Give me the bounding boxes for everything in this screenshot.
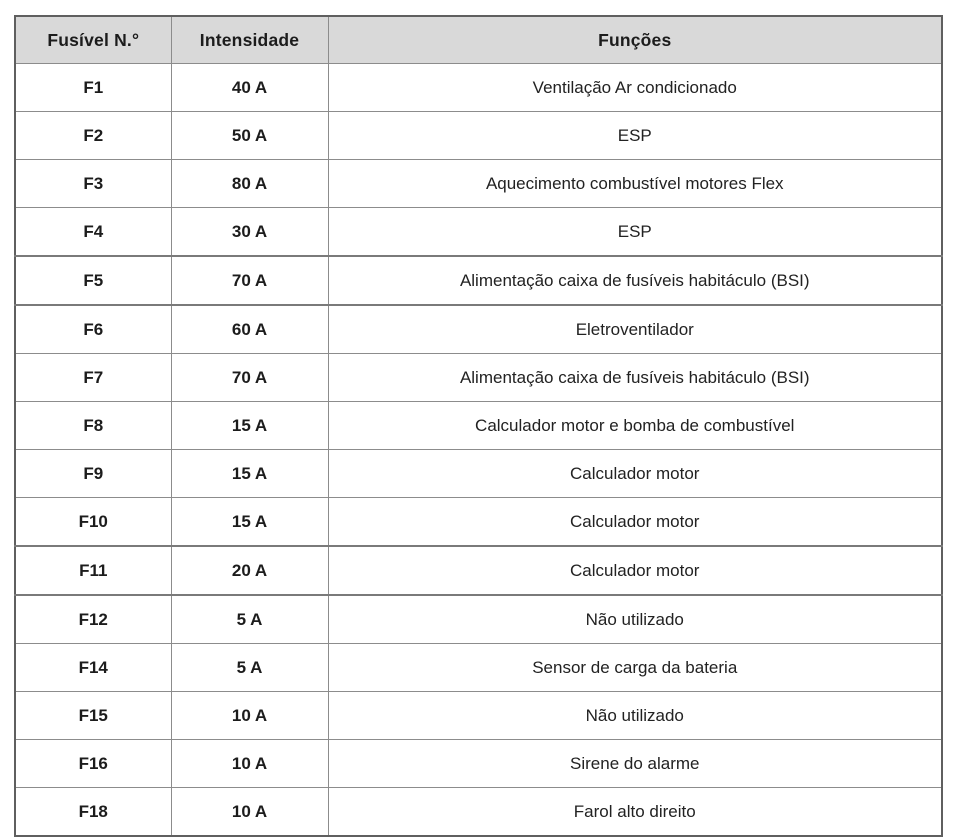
function-cell: ESP bbox=[328, 208, 942, 257]
amperage-cell: 80 A bbox=[171, 160, 328, 208]
table-row bbox=[15, 644, 942, 692]
function-cell: Calculador motor bbox=[328, 450, 942, 498]
amperage-cell: 5 A bbox=[171, 595, 328, 644]
fuse-id-cell: F7 bbox=[15, 354, 171, 402]
fuse-id-cell: F12 bbox=[15, 595, 171, 644]
table-row bbox=[15, 546, 942, 595]
amperage-cell: 10 A bbox=[171, 788, 328, 837]
function-cell: ESP bbox=[328, 112, 942, 160]
table-row bbox=[15, 305, 942, 354]
table-row bbox=[15, 64, 942, 112]
fuse-id-cell: F9 bbox=[15, 450, 171, 498]
amperage-cell: 40 A bbox=[171, 64, 328, 112]
table-row bbox=[15, 160, 942, 208]
amperage-cell: 70 A bbox=[171, 256, 328, 305]
fuse-id-cell: F6 bbox=[15, 305, 171, 354]
function-cell: Não utilizado bbox=[328, 692, 942, 740]
table-row bbox=[15, 256, 942, 305]
fuse-id-cell: F8 bbox=[15, 402, 171, 450]
function-cell: Aquecimento combustível motores Flex bbox=[328, 160, 942, 208]
fuse-id-cell: F11 bbox=[15, 546, 171, 595]
header-row bbox=[15, 16, 942, 64]
fuse-id-cell: F4 bbox=[15, 208, 171, 257]
function-cell: Farol alto direito bbox=[328, 788, 942, 837]
amperage-cell: 15 A bbox=[171, 450, 328, 498]
amperage-cell: 10 A bbox=[171, 740, 328, 788]
table-row bbox=[15, 450, 942, 498]
table-row bbox=[15, 498, 942, 547]
amperage-cell: 50 A bbox=[171, 112, 328, 160]
fuse-table-body bbox=[15, 64, 942, 837]
table-row bbox=[15, 112, 942, 160]
fuse-id-cell: F10 bbox=[15, 498, 171, 547]
amperage-cell: 60 A bbox=[171, 305, 328, 354]
fuse-id-cell: F3 bbox=[15, 160, 171, 208]
fuse-id-cell: F5 bbox=[15, 256, 171, 305]
amperage-cell: 20 A bbox=[171, 546, 328, 595]
fuse-table-header bbox=[15, 16, 942, 64]
table-row bbox=[15, 692, 942, 740]
column-header-amperage: Intensidade bbox=[171, 16, 328, 64]
function-cell: Sirene do alarme bbox=[328, 740, 942, 788]
table-row bbox=[15, 208, 942, 257]
fuse-id-cell: F16 bbox=[15, 740, 171, 788]
amperage-cell: 30 A bbox=[171, 208, 328, 257]
table-row bbox=[15, 354, 942, 402]
fuse-id-cell: F18 bbox=[15, 788, 171, 837]
table-row bbox=[15, 740, 942, 788]
amperage-cell: 70 A bbox=[171, 354, 328, 402]
amperage-cell: 15 A bbox=[171, 498, 328, 547]
function-cell: Eletroventilador bbox=[328, 305, 942, 354]
function-cell: Alimentação caixa de fusíveis habitáculo (BSI) bbox=[328, 256, 942, 305]
fuse-table bbox=[14, 15, 943, 837]
function-cell: Calculador motor bbox=[328, 498, 942, 547]
function-cell: Sensor de carga da bateria bbox=[328, 644, 942, 692]
fuse-id-cell: F1 bbox=[15, 64, 171, 112]
function-cell: Não utilizado bbox=[328, 595, 942, 644]
fuse-id-cell: F2 bbox=[15, 112, 171, 160]
table-row bbox=[15, 402, 942, 450]
column-header-fuse-number: Fusível N.° bbox=[15, 16, 171, 64]
fuse-id-cell: F15 bbox=[15, 692, 171, 740]
table-row bbox=[15, 788, 942, 837]
column-header-functions: Funções bbox=[328, 16, 942, 64]
amperage-cell: 5 A bbox=[171, 644, 328, 692]
fuse-id-cell: F14 bbox=[15, 644, 171, 692]
amperage-cell: 15 A bbox=[171, 402, 328, 450]
function-cell: Ventilação Ar condicionado bbox=[328, 64, 942, 112]
function-cell: Alimentação caixa de fusíveis habitáculo (BSI) bbox=[328, 354, 942, 402]
function-cell: Calculador motor bbox=[328, 546, 942, 595]
function-cell: Calculador motor e bomba de combustível bbox=[328, 402, 942, 450]
amperage-cell: 10 A bbox=[171, 692, 328, 740]
table-row bbox=[15, 595, 942, 644]
